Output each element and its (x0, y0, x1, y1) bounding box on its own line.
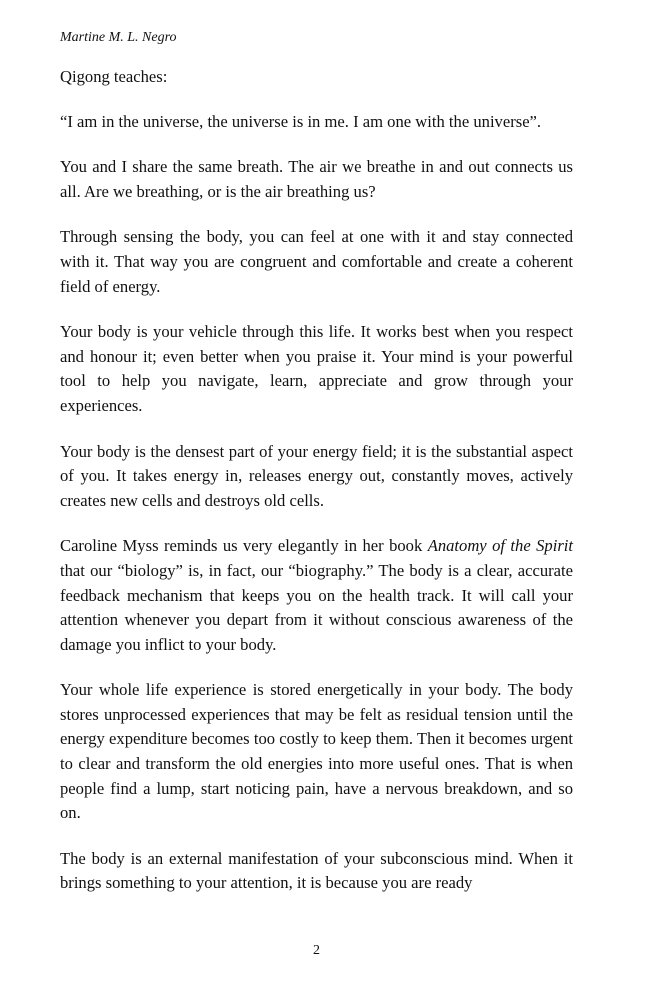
paragraph-densest-part: Your body is the densest part of your energy field; it is the substantial aspect of you. It takes energy in, releases energy out, constantly moves, actively creates new cells and destroys old cells. (60, 441, 573, 510)
paragraph-caroline-myss (60, 534, 573, 657)
paragraph-body-vehicle: Your body is your vehicle through this life. It works best when you respect and honour it; even better when you praise it. Your mind is your powerful tool to help you navigate, learn, appreciate and grow through your experiences. (60, 322, 573, 415)
book-title-anatomy-of-the-spirit: Anatomy of the Spirit (427, 536, 573, 556)
paragraph-subconscious-mind: The body is an external manifestation of your subconscious mind. When it brings something to your attention, it is because you are ready (60, 848, 573, 893)
page-number: 2 (313, 943, 320, 958)
paragraph-qigong-quote: “I am in the universe, the universe is in me. I am one with the universe”. (60, 111, 542, 131)
myss-text-before: Caroline Myss reminds us very elegantly in her book (60, 536, 428, 556)
myss-text-after: that our “biology” is, in fact, our “biography.” The body is a clear, accurate feedback mechanism that keeps you on the health track. It will call your attention whenever you depart from it without conscious awareness of the damage you inflict to your body. (60, 560, 573, 654)
paragraph-qigong-intro: Qigong teaches: (60, 67, 168, 86)
paragraph-sensing-body: Through sensing the body, you can feel at one with it and stay connected with it. That way you are congruent and comfortable and create a coherent field of energy. (60, 227, 573, 296)
page-body (60, 65, 573, 917)
paragraph-same-breath: You and I share the same breath. The air we breathe in and out connects us all. Are we breathing, or is the air breathing us? (60, 157, 573, 201)
running-header-author: Martine M. L. Negro (60, 30, 177, 45)
paragraph-life-experience: Your whole life experience is stored energetically in your body. The body stores unprocessed experiences that may be felt as residual tension until the energy expenditure becomes too costly to keep them. Then it becomes urgent to clear and transform the old energies into more useful ones. That is when people find a lump, start noticing pain, have a nervous breakdown, and so on. (60, 680, 573, 823)
